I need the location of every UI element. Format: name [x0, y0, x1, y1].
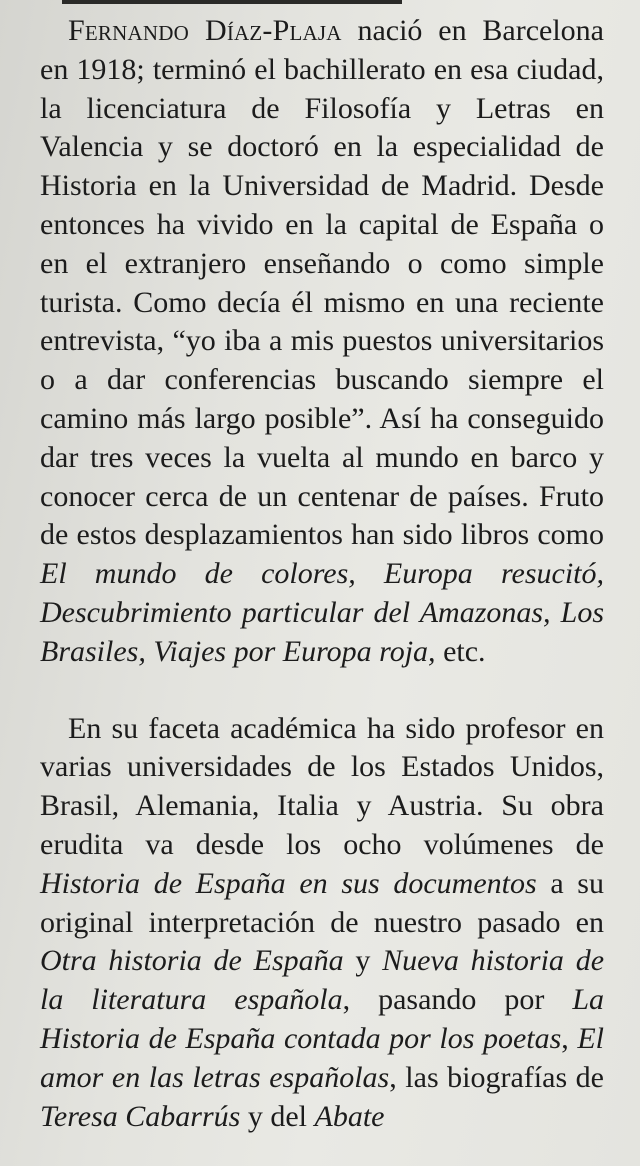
text-segment: nació en Barcelona en 1918; terminó el bachillerato en esa ciudad, la licenciatura de Filosofía y Letras en Valencia y se doctoró en la especialidad de Historia en la Universidad de Madrid. Desde entonces ha vivido en la capital de España o en el extranjero enseñando o como simple turista. Como decía él mismo en una reciente entrevista, “yo iba a mis puestos universitarios o a dar conferencias buscando siempre el camino más largo posible”. Así ha conseguido dar tres veces la vuelta al mundo en barco y conocer cerca de un centenar de países. Fruto de estos desplazamientos han sido libros como [40, 14, 604, 552]
book-title: Historia de España en sus documentos [40, 866, 537, 900]
text-segment: a su original interpretación de nuestro pasado en [40, 866, 604, 939]
book-title: La Historia de España contada por los poetas [40, 983, 604, 1055]
text-segment: etc. [435, 634, 486, 668]
book-title: Teresa Cabarrús [40, 1099, 241, 1133]
paragraph-academic [40, 710, 604, 1137]
text-segment: En su faceta académica ha sido profesor en varias universidades de los Estados Unidos, Brasil, Alemania, Italia y Austria. Su obra erudita va desde los ocho volúmenes de [40, 711, 604, 861]
text-segment: y [343, 944, 383, 978]
top-edge-bar [62, 0, 402, 4]
author-name: Fernando Díaz-Plaja [68, 14, 342, 47]
book-title: El amor en las letras españolas [40, 1021, 604, 1094]
book-page [40, 12, 604, 1136]
text-segment: , pasando por [342, 983, 573, 1017]
book-title: Abate [314, 1099, 385, 1133]
book-titles: El mundo de colores, Europa resucitó, Descubrimiento particular del Amazonas, Los Brasiles, Viajes por Europa roja, [40, 557, 604, 668]
book-title: Otra historia de España [40, 944, 344, 978]
paragraph-biography [40, 12, 604, 672]
text-segment: y del [240, 1099, 315, 1133]
text-segment: , [561, 1021, 578, 1055]
book-title: Nueva historia de la literatura española [40, 944, 605, 1017]
text-segment: , las biografías de [389, 1060, 604, 1094]
